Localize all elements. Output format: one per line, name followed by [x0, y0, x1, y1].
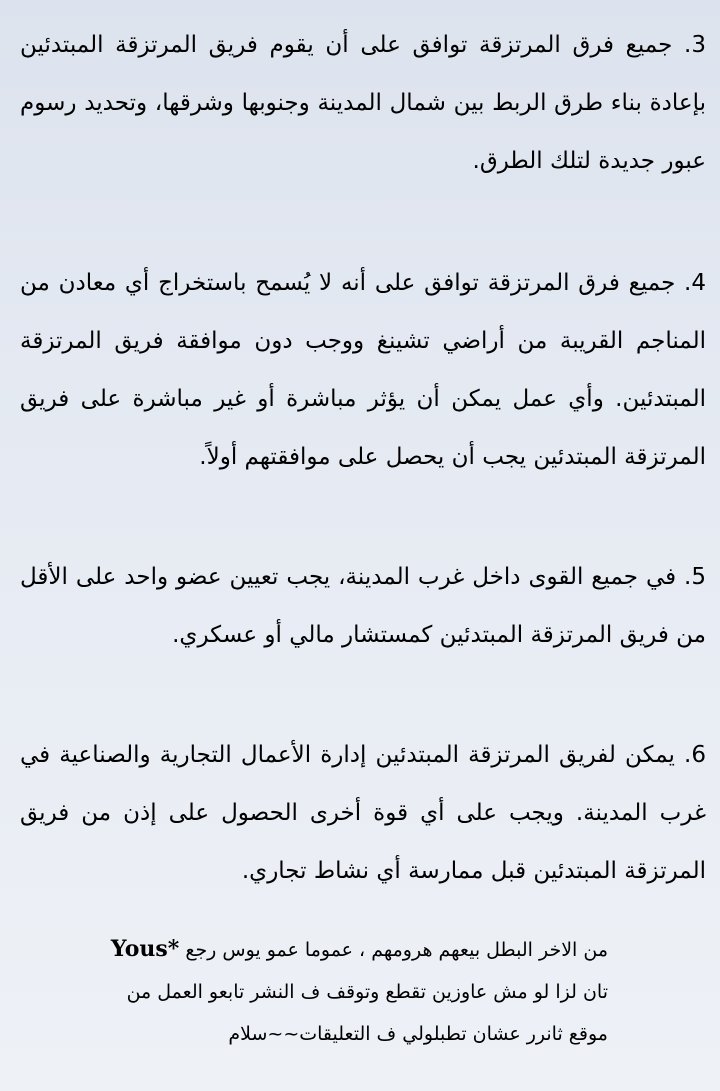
clause-3-paragraph: 3. جميع فرق المرتزقة توافق على أن يقوم فريق المرتزقة المبتدئين بإعادة بناء طرق الربط بين شمال المدينة وجنوبها وشرقها، وتحديد رسوم عبور جديدة لتلك الطرق. — [20, 32, 706, 174]
clause-4-paragraph: 4. جميع فرق المرتزقة توافق على أنه لا يُسمح باستخراج أي معادن من المناجم القريبة من أراضي تشينغ ووجب دون موافقة فريق المرتزقة المبتدئين. وأي عمل يمكن أن يؤثر مباشرة أو غير مباشرة على فريق المرتزقة المبتدئين يجب أن يحصل على موافقتهم أولاً. — [20, 270, 706, 470]
translator-note — [8, 928, 608, 1055]
translator-note-line-1 — [8, 928, 608, 971]
translator-note-line-1-text: من الاخر البطل بيعهم هرومهم ، عموما عمو يوس رجع — [185, 939, 608, 961]
clause-5-paragraph: 5. في جميع القوى داخل غرب المدينة، يجب تعيين عضو واحد على الأقل من فريق المرتزقة المبتدئين كمستشار مالي أو عسكري. — [20, 564, 706, 648]
translator-note-line-2: تان لزا لو مش عاوزين تقطع وتوقف ف النشر تابعو العمل من — [126, 981, 608, 1003]
clause-6-paragraph: 6. يمكن لفريق المرتزقة المبتدئين إدارة الأعمال التجارية والصناعية في غرب المدينة. ويجب على أي قوة أخرى الحصول على إذن من فريق المرتزقة المبتدئين قبل ممارسة أي نشاط تجاري. — [20, 742, 706, 884]
translator-note-line-3: موقع ثانرر عشان تطبلولي ف التعليقات~~سلام — [228, 1023, 608, 1045]
translator-note-latin-word: Yous* — [110, 936, 180, 962]
